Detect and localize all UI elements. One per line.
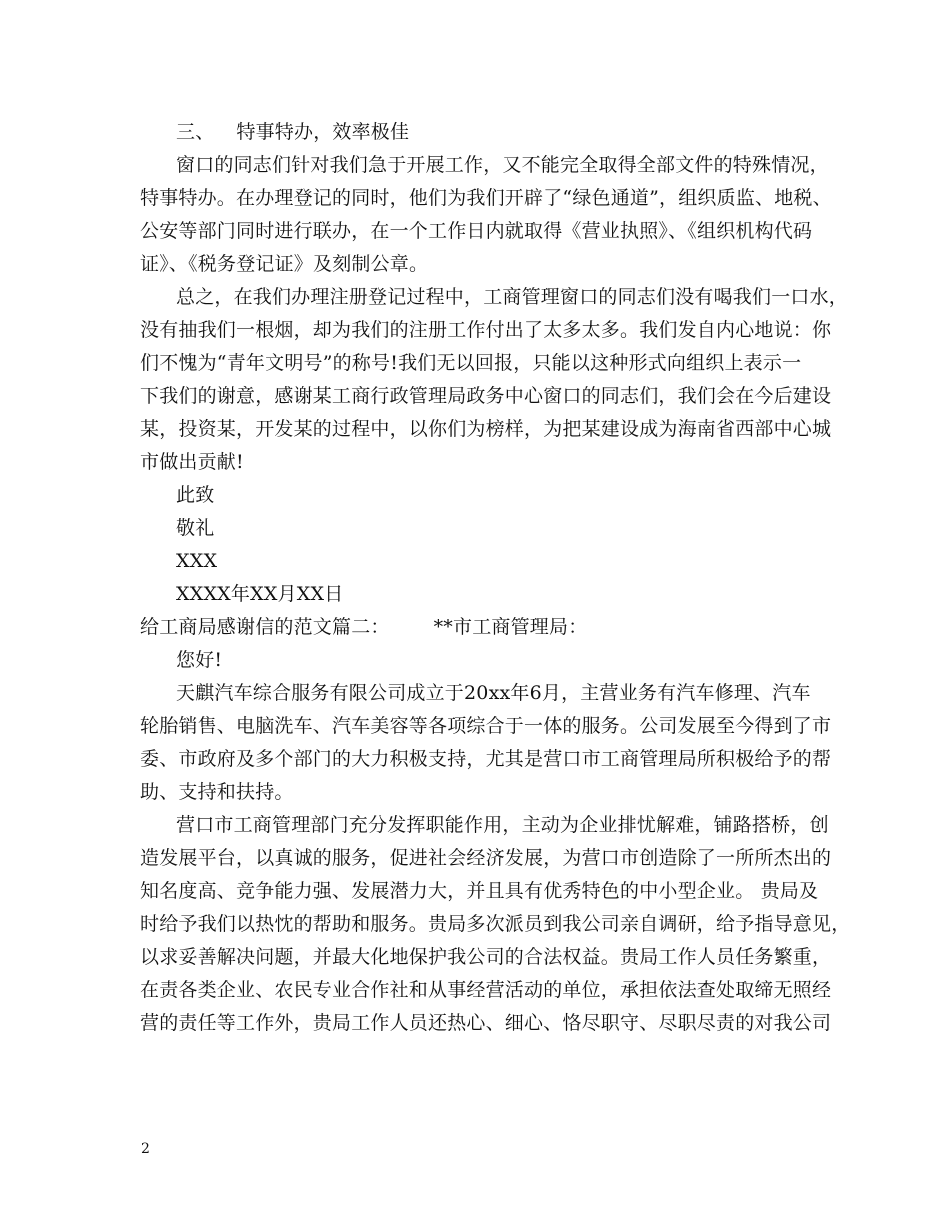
paragraph-line: 公安等部门同时进行联办，在一个工作日内就取得《营业执照》、《组织机构代码 [140, 220, 813, 242]
second-letter-header [140, 611, 830, 644]
second-letter-addressee: **市工商管理局： [433, 616, 588, 638]
paragraph-line: 知名度高、竞争能力强、发展潜力大，并且具有优秀特色的中小型企业。 贵局及 [140, 880, 819, 902]
paragraph-line: 天麒汽车综合服务有限公司成立于20xx年6月，主营业务有汽车修理、汽车 [176, 682, 811, 704]
paragraph-line: 们不愧为“青年文明号”的称号!我们无以回报，只能以这种形式向组织上表示一 [140, 352, 802, 374]
paragraph-line: 委、市政府及多个部门的大力积极支持，尤其是营口市工商管理局所积极给予的帮 [140, 748, 832, 770]
paragraph-line: 造发展平台，以真诚的服务，促进社会经济发展，为营口市创造除了一所所杰出的 [140, 847, 832, 869]
section-heading-number: 三、 [176, 121, 215, 143]
paragraph-line: 市做出贡献! [140, 451, 244, 473]
paragraph-line: 在责各类企业、农民专业合作社和从事经营活动的单位，承担依法查处取缔无照经 [140, 979, 832, 1001]
paragraph-line: 没有抽我们一根烟，却为我们的注册工作付出了太多太多。我们发自内心地说：你 [140, 319, 832, 341]
signature-date: XXXX年XX月XX日 [176, 583, 344, 605]
paragraph-line: 营的责任等工作外，贵局工作人员还热心、细心、恪尽职守、尽职尽责的对我公司 [140, 1012, 832, 1034]
paragraph-line: 下我们的谢意，感谢某工商行政管理局政务中心窗口的同志们，我们会在今后建设 [140, 385, 832, 407]
paragraph-line: 轮胎销售、电脑洗车、汽车美容等各项综合于一体的服务。公司发展至今得到了市 [140, 715, 832, 737]
paragraph-line: 以求妥善解决问题，并最大化地保护我公司的合法权益。贵局工作人员任务繁重， [140, 946, 832, 968]
page-number: 2 [141, 1141, 150, 1157]
paragraph-line: 总之，在我们办理注册登记过程中，工商管理窗口的同志们没有喝我们一口水， [176, 286, 849, 308]
paragraph-line: 某，投资某，开发某的过程中，以你们为榜样，为把某建设成为海南省西部中心城 [140, 418, 832, 440]
section-heading-title: 特事特办，效率极佳 [236, 121, 410, 143]
paragraph-line: 窗口的同志们针对我们急于开展工作，又不能完全取得全部文件的特殊情况， [176, 154, 829, 176]
document-body [140, 116, 851, 1040]
paragraph-line: 助、支持和扶持。 [140, 781, 294, 803]
greeting: 您好! [176, 649, 223, 671]
paragraph-line: 时给予我们以热忱的帮助和服务。贵局多次派员到我公司亲自调研，给予指导意见， [140, 913, 851, 935]
signature-name: XXX [176, 550, 218, 572]
closing-salutation: 此致 [176, 484, 215, 506]
paragraph-line: 证》、《税务登记证》及刻制公章。 [140, 253, 429, 275]
paragraph-line: 营口市工商管理部门充分发挥职能作用，主动为企业排忧解难，铺路搭桥，创 [176, 814, 829, 836]
paragraph-line: 特事特办。在办理登记的同时，他们为我们开辟了“绿色通道”，组织质监、地税、 [140, 187, 832, 209]
closing-regards: 敬礼 [176, 517, 215, 539]
section-heading [140, 116, 830, 149]
second-letter-title: 给工商局感谢信的范文篇二： [140, 616, 390, 638]
